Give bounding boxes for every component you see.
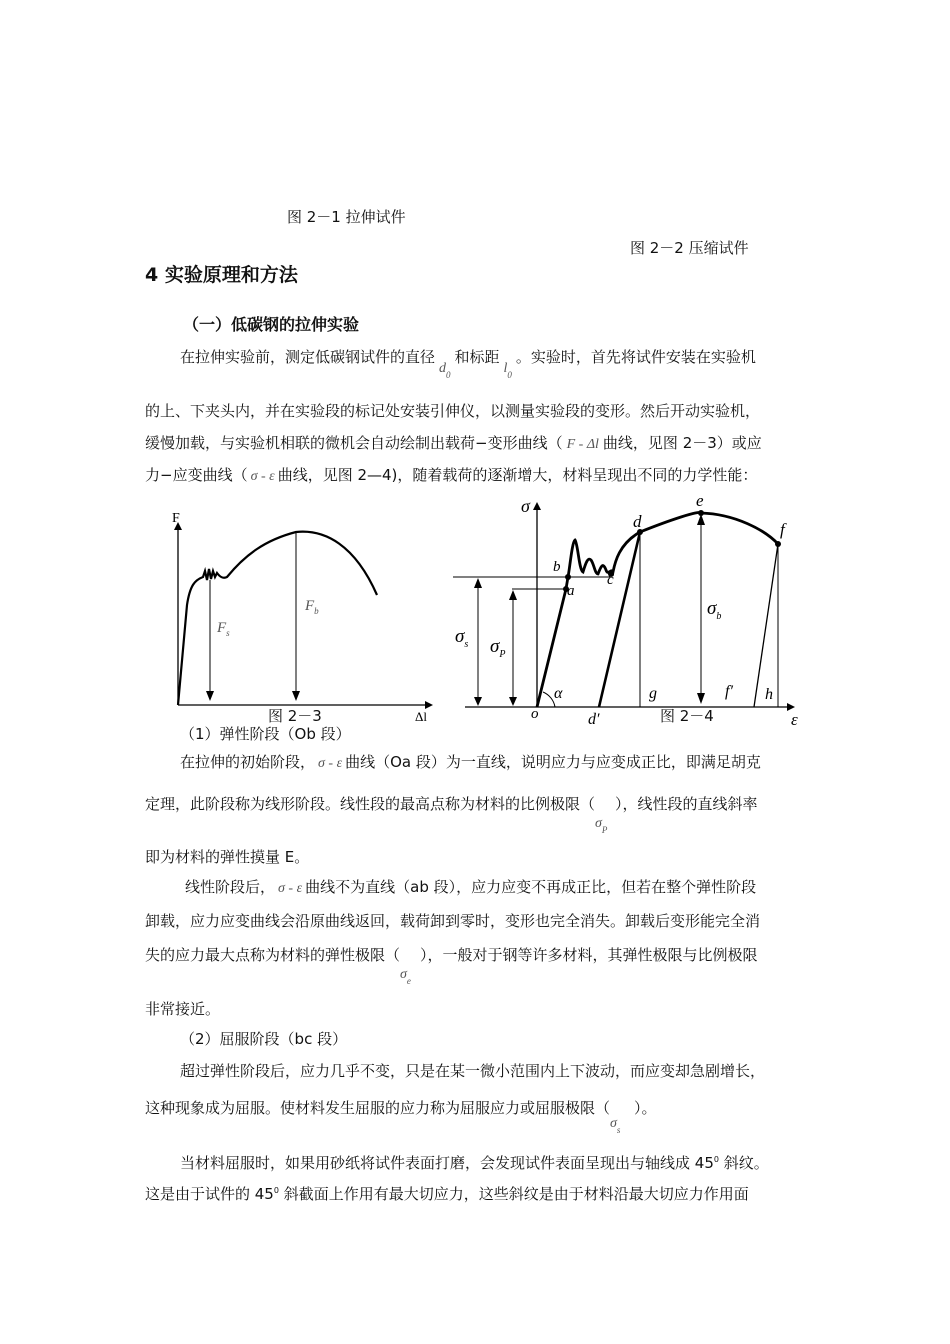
- fig24-label-d: d: [633, 512, 642, 531]
- fig24-label-b: b: [553, 559, 561, 575]
- subsection-heading: （一）低碳钢的拉伸实验: [183, 315, 360, 334]
- figure-2-3-load-deformation-chart: [165, 505, 445, 730]
- para1-line4: 力−应变曲线（ σ - ε 曲线，见图 2—4)，随着载荷的逐渐增大，材料呈现出不同的力学性能：: [145, 466, 758, 484]
- section-elastic-stage: （1）弹性阶段（Ob 段）: [180, 725, 351, 743]
- para1-line2: 的上、下夹头内，并在实验段的标记处安装引伸仪，以测量实验段的变形。然后开动实验机，: [145, 402, 761, 420]
- figure-2-1-caption: 图 2－1 拉伸试件: [287, 208, 406, 226]
- section-heading: 4 实验原理和方法: [145, 264, 298, 286]
- fig24-label-sigma-p: $\sigma_P$: [490, 636, 506, 660]
- fig24-point-e: [698, 510, 704, 516]
- figure-2-2-caption: 图 2－2 压缩试件: [630, 239, 749, 257]
- para5-line2: 这是由于试件的 $45^0$ 斜截面上作用有最大切应力，这些斜纹是由于材料沿最大切应力作用面: [145, 1185, 749, 1203]
- fig24-label-fprime: f′: [725, 683, 733, 700]
- fig24-label-a: a: [567, 583, 575, 599]
- para2-line2: 定理，此阶段称为线形阶段。线性段的最高点称为材料的比例极限$(\sigma_P)$，线性段的直线斜率: [145, 795, 758, 835]
- fig24-x-label: ε: [791, 710, 798, 729]
- para3-line2: 卸载，应力应变曲线会沿原曲线返回，载荷卸到零时，变形也完全消失。卸载后变形能完全消: [145, 912, 761, 930]
- fig24-label-f: f: [780, 520, 785, 539]
- fig24-label-sigma-b: $\sigma_b$: [707, 598, 722, 622]
- fig24-label-c: c: [607, 572, 614, 588]
- fig23-fs-arrow: [206, 691, 214, 701]
- fig24-label-o: o: [531, 706, 539, 722]
- fig23-fs-label: $F_s$: [217, 620, 230, 638]
- fig24-label-g: g: [649, 685, 657, 702]
- fig24-label-e: e: [696, 492, 704, 510]
- para1-line3: 缓慢加载，与实验机相联的微机会自动绘制出载荷−变形曲线（ F - Δl 曲线，见图 2－3）或应: [145, 434, 762, 452]
- fig24-label-dprime: d′: [588, 711, 600, 728]
- para5-line1: 当材料屈服时，如果用砂纸将试件表面打磨，会发现试件表面呈现出与轴线成 $45^0$ 斜纹。: [180, 1154, 769, 1172]
- para3-line1: 线性阶段后， σ - ε 曲线不为直线（ab 段），应力应变不再成正比，但若在整个弹性阶段: [185, 878, 757, 896]
- para2-line1: 在拉伸的初始阶段， σ - ε 曲线（Oa 段）为一直线，说明应力与应变成正比，即满足胡克: [180, 753, 761, 771]
- fig23-curve: [178, 532, 377, 705]
- fig24-label-alpha: α: [554, 685, 563, 702]
- fig23-x-label: Δl: [415, 709, 427, 724]
- fig24-y-label: σ: [521, 496, 530, 516]
- para4-line2: 这种现象成为屈服。使材料发生屈服的应力称为屈服应力或屈服极限$(\sigma_s)$。: [145, 1099, 657, 1135]
- fig23-fb-arrow: [292, 691, 300, 701]
- fig23-x-arrow: [425, 701, 433, 709]
- para4-line1: 超过弹性阶段后，应力几乎不变，只是在某一微小范围内上下波动，而应变却急剧增长，: [180, 1062, 766, 1080]
- figure-2-4-caption: 图 2－4: [660, 707, 714, 725]
- fig24-point-f: [775, 541, 781, 547]
- fig24-curve: [537, 512, 778, 707]
- para3-line4: 非常接近。: [145, 1000, 221, 1018]
- fig24-label-sigma-s: $\sigma_s$: [455, 626, 469, 650]
- fig24-label-h: h: [765, 686, 773, 703]
- figure-2-4-stress-strain-chart: [445, 492, 820, 732]
- para1-line1: 在拉伸实验前，测定低碳钢试件的直径$d_0$和标距$l_0$。实验时，首先将试件安装在实验机: [180, 348, 756, 380]
- para2-line3: 即为材料的弹性摸量 E。: [145, 848, 310, 866]
- fig24-unload-line-d: [599, 532, 640, 707]
- fig24-unload-line-f: [754, 544, 778, 707]
- fig23-y-label: F: [172, 511, 180, 526]
- fig23-fb-label: $F_b$: [305, 598, 319, 616]
- figure-2-3-caption: 图 2－3: [268, 707, 322, 725]
- fig24-point-b: [565, 574, 571, 580]
- fig24-y-arrow: [533, 502, 541, 510]
- para3-line3: 失的应力最大点称为材料的弹性极限$(\sigma_e)$，一般对于钢等许多材料，其弹性极限与比例极限: [145, 946, 758, 986]
- section-yield-stage: （2）屈服阶段（bc 段）: [180, 1030, 348, 1048]
